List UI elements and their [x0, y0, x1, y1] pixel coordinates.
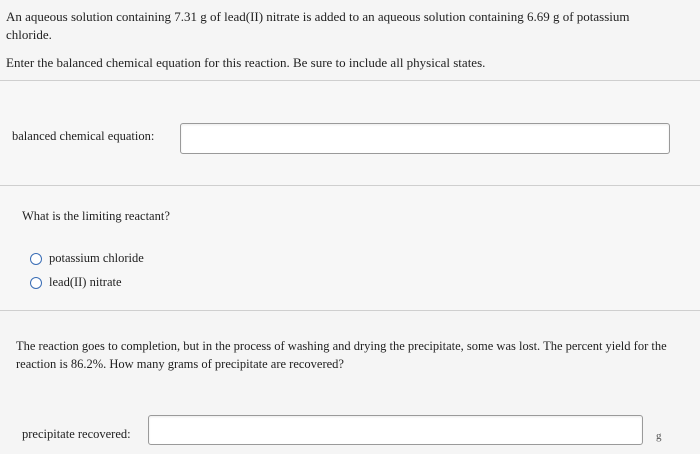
option-label: lead(II) nitrate [49, 275, 122, 289]
precipitate-label: precipitate recovered: [22, 427, 131, 441]
option-label: potassium chloride [49, 251, 144, 265]
divider [0, 310, 700, 311]
problem-statement: An aqueous solution containing 7.31 g of lead(II) nitrate is added to an aqueous solution containing 6.69 g of potassium chloride. [6, 9, 630, 42]
equation-label: balanced chemical equation: [12, 129, 155, 143]
option-potassium-chloride[interactable] [30, 251, 144, 266]
equation-section [0, 81, 700, 185]
percent-yield-question: The reaction goes to completion, but in the process of washing and drying the precipitate, some was lost. The percent yield for the reaction is 86.2%. How many grams of precipitate are recovered? [16, 339, 667, 371]
instruction-text: Enter the balanced chemical equation for this reaction. Be sure to include all physical states. [6, 55, 486, 70]
limiting-reactant-question: What is the limiting reactant? [22, 209, 170, 223]
radio-button[interactable] [30, 253, 42, 265]
grams-unit: g [656, 430, 662, 442]
limiting-reactant-section [0, 186, 700, 310]
radio-button[interactable] [30, 277, 42, 289]
equation-input[interactable] [180, 123, 670, 154]
precipitate-input[interactable] [148, 415, 643, 445]
option-lead-nitrate[interactable] [30, 275, 122, 290]
